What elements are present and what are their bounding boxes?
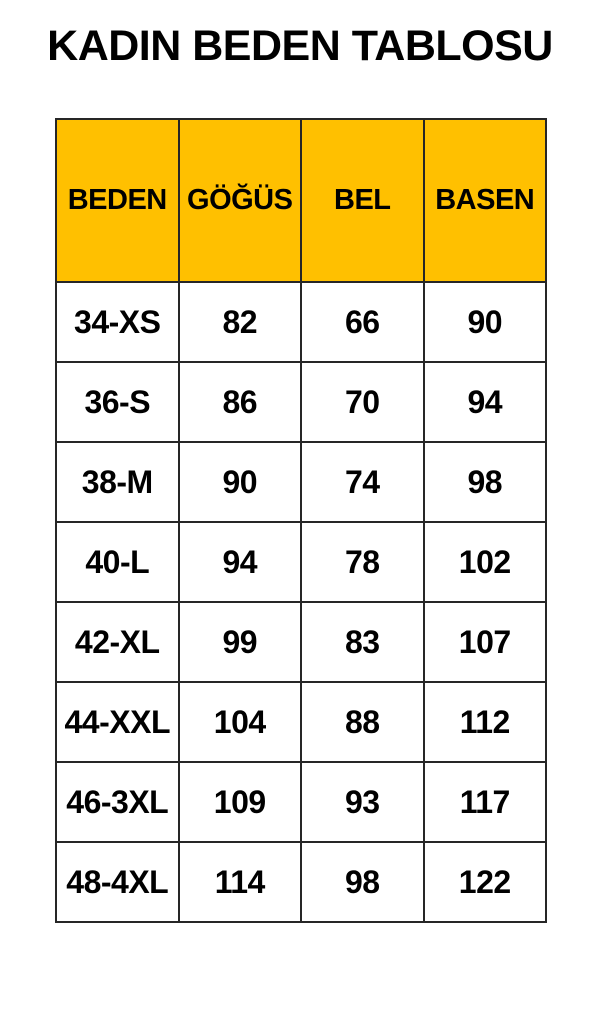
measurement-cell: 94 [424,362,547,442]
table-row [56,442,546,522]
measurement-cell: 98 [424,442,547,522]
table-row [56,362,546,442]
size-label-cell: 40-L [56,522,179,602]
measurement-cell: 78 [301,522,424,602]
page-title: KADIN BEDEN TABLOSU [47,22,553,70]
size-table-header [56,119,546,282]
size-label-cell: 42-XL [56,602,179,682]
measurement-cell: 122 [424,842,547,922]
column-header: BASEN [424,119,547,282]
measurement-cell: 86 [179,362,302,442]
size-label-cell: 38-M [56,442,179,522]
measurement-cell: 90 [424,282,547,362]
measurement-cell: 98 [301,842,424,922]
column-header: BEDEN [56,119,179,282]
measurement-cell: 107 [424,602,547,682]
measurement-cell: 109 [179,762,302,842]
table-row [56,602,546,682]
table-row [56,522,546,602]
column-header: BEL [301,119,424,282]
measurement-cell: 82 [179,282,302,362]
table-row [56,842,546,922]
size-label-cell: 34-XS [56,282,179,362]
size-label-cell: 44-XXL [56,682,179,762]
measurement-cell: 102 [424,522,547,602]
size-label-cell: 48-4XL [56,842,179,922]
measurement-cell: 70 [301,362,424,442]
table-row [56,762,546,842]
measurement-cell: 94 [179,522,302,602]
measurement-cell: 66 [301,282,424,362]
measurement-cell: 117 [424,762,547,842]
measurement-cell: 90 [179,442,302,522]
size-label-cell: 36-S [56,362,179,442]
table-row [56,282,546,362]
measurement-cell: 88 [301,682,424,762]
measurement-cell: 104 [179,682,302,762]
column-header: GÖĞÜS [179,119,302,282]
measurement-cell: 93 [301,762,424,842]
size-table-body [56,282,546,922]
measurement-cell: 112 [424,682,547,762]
measurement-cell: 83 [301,602,424,682]
header-row [56,119,546,282]
size-table [55,118,547,923]
measurement-cell: 74 [301,442,424,522]
measurement-cell: 114 [179,842,302,922]
table-row [56,682,546,762]
measurement-cell: 99 [179,602,302,682]
size-label-cell: 46-3XL [56,762,179,842]
